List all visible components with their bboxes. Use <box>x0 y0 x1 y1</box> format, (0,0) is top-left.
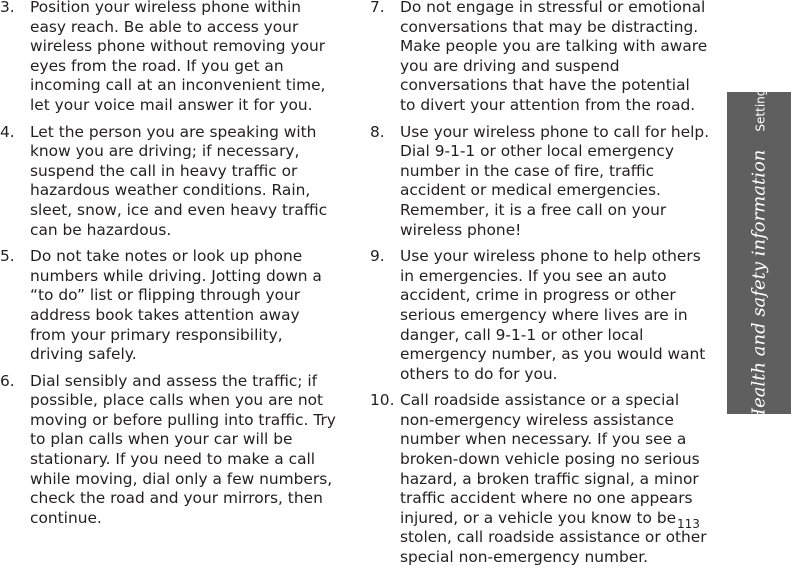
item-number: 4. <box>0 122 15 141</box>
item-text: Use your wireless phone to call for help. Dial 9-1-1 or other local emergency number in the case of fire, traffic accident or medical emergencies. Remember, it is a free call on your wireless phone! <box>400 122 710 239</box>
item-number: 5. <box>0 247 15 266</box>
right-column <box>370 0 710 575</box>
item-text: Do not engage in stressful or emotional conversations that may be distracting. Make people you are talking with aware you are driving and suspend conversations that have the potential to divert your attention from the road. <box>400 0 708 114</box>
list-item <box>0 247 338 365</box>
list-item <box>370 247 710 384</box>
page-number: 113 <box>677 517 700 531</box>
item-number: 3. <box>0 0 15 16</box>
item-text: Do not take notes or look up phone numbers while driving. Jotting down a “to do” list or flipping through your address book takes attention away from your primary responsibility, driving safely. <box>30 247 322 364</box>
item-text: Position your wireless phone within easy reach. Be able to access your wireless phone without removing your eyes from the road. If you get an incoming call at an inconvenient time, let your voice mail answer it for you. <box>30 0 326 114</box>
section-side-tab <box>727 82 791 424</box>
item-text: Call roadside assistance or a special non-emergency wireless assistance number when necessary. If you see a broken-down vehicle posing no serious hazard, a broken traffic signal, a minor traffic accident where no one appears injured, or a vehicle you know to be stolen, call roadside assistance or other special non-emergency number. <box>400 391 707 567</box>
left-column <box>0 0 338 535</box>
side-tab-label <box>749 82 770 423</box>
item-text: Let the person you are speaking with know you are driving; if necessary, suspend the call in heavy traffic or hazardous weather conditions. Rain, sleet, snow, ice and even heavy traffic can be hazardous. <box>30 122 328 239</box>
list-item <box>0 372 338 529</box>
item-number: 10. <box>370 391 395 410</box>
item-number: 6. <box>0 371 15 390</box>
item-text: Dial sensibly and assess the traffic; if possible, place calls when you are not moving or before pulling into traffic. Try to plan calls when your car will be stationary. If you need to make a call while moving, dial only a few numbers, check the road and your mirrors, then continue. <box>30 371 336 527</box>
list-item <box>370 123 710 241</box>
section-subtitle: Settings <box>753 82 768 132</box>
item-number: 9. <box>370 247 385 266</box>
item-number: 7. <box>370 0 385 16</box>
item-number: 8. <box>370 122 385 141</box>
list-item <box>370 391 710 567</box>
section-title: Health and safety information <box>748 149 770 424</box>
item-text: Use your wireless phone to help others in emergencies. If you see an auto accident, crime in progress or other serious emergency where lives are in danger, call 9-1-1 or other local emergency number, as you would want others to do for you. <box>400 247 706 383</box>
list-item <box>370 0 710 116</box>
list-item <box>0 123 338 241</box>
list-item <box>0 0 338 116</box>
